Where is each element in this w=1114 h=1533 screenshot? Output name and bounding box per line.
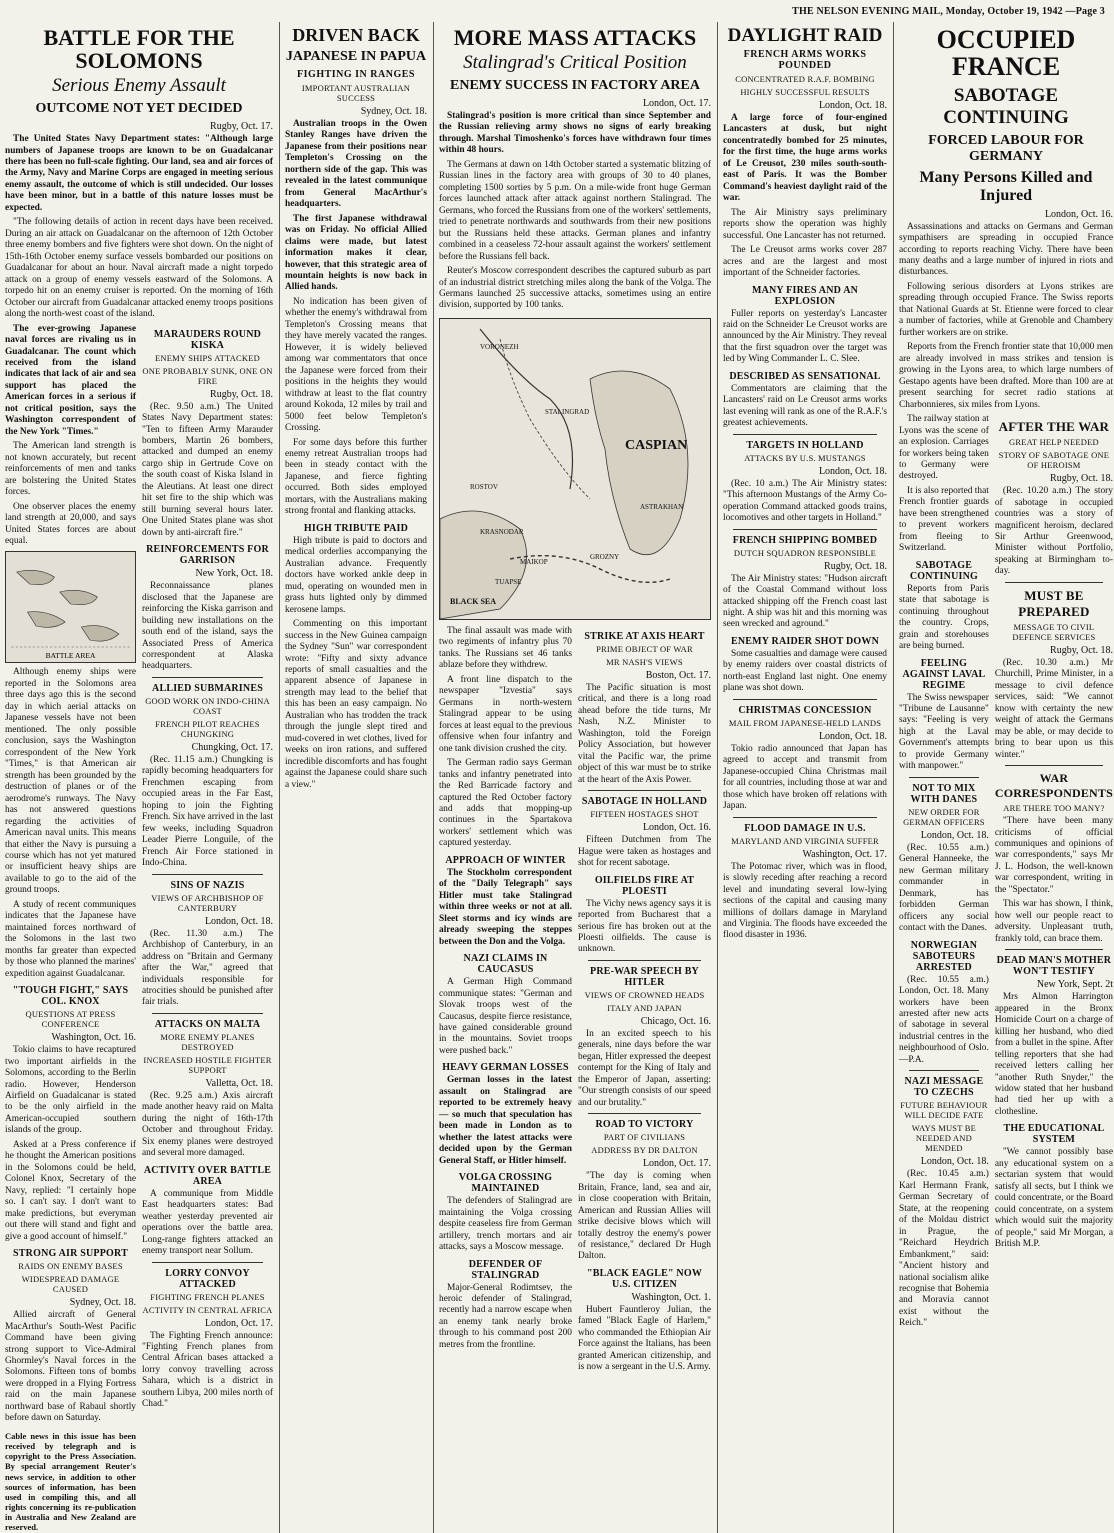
targets-dateline: London, Oct. 18. [818,465,887,477]
para-papua-1: Australian troops in the Owen Stanley Ranges have driven the Japanese from their positions near Templeton's Crossing on the northern side of the gap. This was revealed in the latest communique from General MacArthur's headquarters. [285,118,427,210]
strike-deck2: MR NASH'S VIEWS [606,656,683,667]
column-stalingrad [433,22,711,1533]
prewar-para-1: In an excited speech to his generals, nine days before the war began, Hitler expressed the deepest contempt for the King of Italy and the Emperor of Japan, asserting: "Our strength consists of our speed and our brutality." [578,1028,711,1108]
para-france-4: The railway station at Lyons was the scene of an explosion. Carriages for workers being taken to Germany were destroyed. [899,414,989,482]
knox-dateline: Washington, Oct. 16. [51,1032,136,1044]
prepared-deck: MESSAGE TO CIVIL DEFENCE SERVICES [1012,621,1096,642]
strike-head: STRIKE AT AXIS HEART [584,630,705,642]
dateline-stalingrad: London, Oct. 17. [642,97,711,109]
para-stalingrad-6: The German radio says German tanks and infantry penetrated into the Red Barricade factory and captured the Red October factory and adds that mopping-up continues in the Spartakova workers' settlement which was captured yesterday. [439,758,572,849]
nazisins-head: SINS OF NAZIS [170,879,245,891]
raider-head: ENEMY RAIDER SHOT DOWN [730,635,880,647]
subhead-stalingrad: Stalingrad's Critical Position [463,52,687,74]
para-stalingrad-3: Reuter's Moscow correspondent describes the captured suburb as part of an industrial district stretching miles along the bank of the Volga. The Germans launched 25 successive attacks, sometimes using an entire division, supported by 100 tanks. [439,266,711,311]
reinf-para-1: Reconnaissance planes disclosed that the Japanese are reinforcing the Kiska garrison and building new installations on the south end of the island, says the Associated Press of America correspondent at Alaska headquarters. [142,581,273,672]
dateline-france: London, Oct. 16. [1044,208,1113,220]
strike-deck: PRIME OBJECT OF WAR [596,643,693,654]
czech-head: NAZI MESSAGE TO CZECHS [904,1076,984,1099]
deadman-head: DEAD MAN'S MOTHER WON'T TESTIFY [996,955,1112,978]
para-stalingrad-11: Major-General Rodimtsev, the heroic defender of Stalingrad, recently had a narrow escape when an enemy tank nearly broke through to his command post 200 metres from the frontline. [439,1282,572,1350]
shipping-deck: DUTCH SQUADRON RESPONSIBLE [733,547,877,558]
headline-daylight: DAYLIGHT RAID [727,25,883,46]
shipping-para-1: The Air Ministry states: "Hudson aircraft of the Coastal Command without loss attacked shipping off the French coast last night. A ship was hit and this morning was seen wrecked and aground." [723,573,887,630]
map-caspian-label: CASPIAN [625,437,688,453]
strong-head: STRONG AIR SUPPORT [13,1248,128,1260]
para-solomons-4: One observer places the enemy land strength at 20,000, and says United States forces are about equal. [5,501,136,547]
nazisins-para-1: (Rec. 11.30 a.m.) The Archbishop of Canterbury, in an address on "Britain and Germany after the War," agreed that individuals responsible for atrocities should be punished after fair trials. [142,928,273,1008]
reinf-dateline: New York, Oct. 18. [195,568,273,580]
malta-deck: MORE ENEMY PLANES DESTROYED [160,1031,255,1052]
para-france-7: The Swiss newspaper "Tribune de Lausanne" says: "Feeling is very high at the Laval Government's attempts to provide Germany with manpower." [899,692,989,772]
para-daylight-5: Commentators are claiming that the Lancasters' raid on Le Creusot arms works last evening will rank as one of the R.A.F.'s greatest achievements. [723,383,887,429]
deck2-papua: IMPORTANT AUSTRALIAN SUCCESS [301,82,411,103]
nomix-para-1: (Rec. 10.55 a.m.) General Hanneeke, the new German military commander in Denmark, has forbidden German officers any social contact with the Danes. [899,842,989,934]
afterwar-para-1: (Rec. 10.20 a.m.) The story of sabotage in occupied countries was a story of magnificent heroism, declared Sir Arthur Greenwood, Minister without Portfolio, speaking at Birmingham to-day. [994,486,1113,577]
subhead-france: SABOTAGE CONTINUING [943,84,1069,128]
christmas-dateline: London, Oct. 18. [818,730,887,742]
lead-solomons: The United States Navy Department states: "Although large numbers of Japanese troops are known to be on Guadalcanar there has been no full-scale fighting. Our land, sea and air forces of the Army, Navy and Marine Corps are engaged in meeting serious enemy assault, the outcome of which is still undecided. Our losses have been minor, but in a battle of this nature losses must be expected. [5,134,273,213]
deck2-daylight: CONCENTRATED R.A.F. BOMBING [735,73,875,84]
map-place-3: KRASNODAR [480,527,524,536]
road-head: ROAD TO VICTORY [595,1119,694,1131]
subs-dateline: Chungking, Oct. 17. [191,741,273,753]
kiska-para-1: (Rec. 9.50 a.m.) The United States Navy Department states: "Ten to fifteen Army Marauder bombers, Martin 26 bombers, attacked and dumped an enemy cargo ship in Gertrude Cove on the south coast of Kiska Island in the Aleutians. At least one direct hit set fire to the ship which was still burning several hours later. One United States plane was shot down by anti-aircraft fire." [142,401,273,538]
sabotage-head: SABOTAGE IN HOLLAND [581,796,708,808]
para-france-3: Reports from the French frontier state that 10,000 men are already involved in mass strikes and tension is growing in the Lyons area, to which large numbers of Gestapo agents have been drafted. More than 100 are at present searching for secret radio stations at Charbonnieres, six miles from Lyons. [899,342,1113,410]
yank-head: "BLACK EAGLE" NOW U.S. CITIZEN [586,1267,703,1290]
prepared-head: MUST BE PREPARED [1018,587,1090,619]
fires-head: MANY FIRES AND AN EXPLOSION [751,284,859,307]
warcorr-para-1: "There have been many criticisms of official communiques and opinions of war correspondents," says Mr J. L. Hodson, the well-known war correspondent, writing in the "Spectator." [994,816,1113,895]
nomix-dateline: London, Oct. 18. [920,829,989,841]
afterwar-head: AFTER THE WAR [998,419,1110,435]
para-solomons-3: The American land strength is not known accurately, but recent reinforcements of men and tanks are bolstering the United States forces. [5,441,136,498]
nomix-deck: NEW ORDER FOR GERMAN OFFICERS [903,806,985,827]
para-solomons-6: A study of recent communiques indicates that the Japanese have maintained forces northward of the Solomons in the last two months far greater than expected by those who planned the marines' expedition against Guadalcanar. [5,899,136,979]
para-stalingrad-7: The Stockholm correspondent of the "Daily Telegraph" says Hitler must take Stalingrad within three weeks or not at all. Sleet storms and icy winds are already sweeping the steppes between the Don and the Volga. [439,867,572,947]
deck-france: FORCED LABOUR FOR GERMANY [928,132,1084,164]
para-france-5: It is also reported that French frontier guards have been strengthened to prevent workers from fleeing to Switzerland. [899,485,989,554]
czech-deck: FUTURE BEHAVIOUR WILL DECIDE FATE [900,1100,988,1121]
sabotage-deck: FIFTEEN HOSTAGES SHOT [590,809,699,820]
sabotage-para-2: The Vichy news agency says it is reported from Bucharest that a serious fire has broken out at the Ploesti oilfields. The cause is unknown. [578,898,711,955]
battlearea-head: ACTIVITY OVER BATTLE AREA [143,1164,272,1187]
column-france [893,22,1113,1533]
warcorr-para-2: This war has shown, I think, how well our people react to adversity. Unpleasant truth, frankly told, can brace them. [994,899,1113,944]
battlearea-para-1: A communique from Middle East headquarters states: Bad weather yesterday prevented air operations over the battle area. Long-range fighters attacked an enemy transport near Sollum. [142,1188,273,1257]
road-para-1: "The day is coming when Britain, France, land, sea and air, in close cooperation with Britain, American and Russian Allies will strike decisive blows which will totally destroy the enemy's power of resistance," declared Dr Hugh Dalton. [578,1171,711,1262]
para-france-6: Reports from Paris state that sabotage is continuing throughout the country. Crops, grain and storehouses are being burned. [899,583,989,652]
strong-para-1: Allied aircraft of General MacArthur's South-West Pacific Command have been giving strong support to Vice-Admiral Ghormley's Naval forces in the Solomons. Fifteen tons of bombs were dropped in a Flying Fortress raid on the main Japanese northward base of Rabaul shortly before dawn on Saturday. [5,1310,136,1424]
lorry-deck2: ACTIVITY IN CENTRAL AFRICA [142,1304,273,1315]
para-daylight-4: Fuller reports on yesterday's Lancaster raid on the Schneider Le Creusot works are announced by the Air Ministry. They reveal that the first squadron over the target was led by Wing Commander L. C. Slee. [723,308,887,365]
prewar-deck: VIEWS OF CROWNED HEADS [584,989,705,1000]
defender-head: DEFENDER OF STALINGRAD [468,1258,543,1281]
subhead-papua: JAPANESE IN PAPUA [285,48,427,64]
map-place-1: STALINGRAD [545,407,590,416]
deadman-para-1: Mrs Almon Harrington appeared in the Bronx Homicide Court on a charge of killing her husband, who died from a bullet in the spine. After telling reporters that she had received letters calling her "another Ruth Snyder," the widow stated that her husband had tied her up with a clothesline. [994,992,1113,1117]
knox-deck: QUESTIONS AT PRESS CONFERENCE [25,1009,116,1030]
warcorr-head: WAR CORRESPONDENTS [994,771,1113,801]
shipping-dateline: Rugby, Oct. 18. [824,560,887,572]
knox-para-2: Asked at a Press conference if he thought the American positions in the Solomons could be held, Colonel Knox, Secretary of the Navy, replied: "I certainly hope so. I can't say. I don't want to make predictions, but everyman out there will stand and fight and give a good account of himself." [5,1139,136,1242]
road-dateline: London, Oct. 17. [642,1158,711,1170]
subs-deck2: FRENCH PILOT REACHES CHUNGKING [155,718,260,739]
prewar-dateline: Chicago, Oct. 16. [640,1015,711,1027]
caucasus-head: NAZI CLAIMS IN CAUCASUS [463,953,548,976]
lorry-deck: FIGHTING FRENCH PLANES [150,1291,265,1302]
sabotage-france-head: SABOTAGE CONTINUING [909,559,978,582]
para-daylight-3: The Le Creusot arms works cover 287 acres and are the largest and most important of the Schneider factories. [723,245,887,279]
nazisins-dateline: London, Oct. 18. [204,915,273,927]
tribute-head: HIGH TRIBUTE PAID [303,522,409,534]
targets-head: TARGETS IN HOLLAND [746,439,864,451]
shipping-para-2: Some casualties and damage were caused by enemy raiders over coastal districts of north-east England last night. One enemy plane was shot down. [723,648,887,694]
headline-stalingrad: MORE MASS ATTACKS [453,25,697,50]
ploesti-head: OILFIELDS FIRE AT PLOESTI [594,874,695,897]
afterwar-deck: GREAT HELP NEEDED [1009,437,1099,448]
flood-head: FLOOD DAMAGE IN U.S. [744,822,866,834]
solomons-split [5,324,273,1533]
deck-stalingrad: ENEMY SUCCESS IN FACTORY AREA [450,77,700,93]
strong-deck2: WIDESPREAD DAMAGE CAUSED [21,1274,120,1295]
sensational-head: DESCRIBED AS SENSATIONAL [729,370,881,382]
france-split [899,414,1113,1333]
knox-head: "TOUGH FIGHT," SAYS COL. KNOX [12,985,129,1008]
lorry-head: LORRY CONVOY ATTACKED [165,1267,250,1290]
dateline-solomons: Rugby, Oct. 17. [210,121,273,133]
dateline-papua: Sydney, Oct. 18. [360,105,427,117]
para-stalingrad-9: German losses in the latest assault on Stalingrad are reported to be extremely heavy — so much that speculation has been made in London as to whether the latest attacks were decided upon by the German General Staff, or Hitler himself. [439,1075,572,1166]
para-papua-2: The first Japanese withdrawal was on Friday. No official Allied claims were made, but latest information makes it clear, however, that this strategic area of mountain heights is now back in Allied hands. [285,213,427,293]
para-papua-3: No indication has been given of whether the enemy's withdrawal from Templeton's Crossing means that they have merely vacated the ranges. However, it is widely believed among war commentators that once the Japanese were forced from their positions in the heights they would withdraw at least to the flat country around Kokoda, 12 miles by trail and 5000 feet below Templeton's Crossing. [285,296,427,434]
lorry-dateline: London, Oct. 17. [204,1317,273,1329]
map-place-6: GROZNY [590,552,620,561]
para-papua-6: Commenting on this important success in the New Guinea campaign the Sydney "Sun" war correspondent wrote: "Fifty and sixty advance reports of small casualties and the apparent absence of Japanese in strength may lead to the belief that this has been an easy campaign. No Australian who has trodden the track through the jungle slept tired and mud-covered in wet clothes, lived for weeks on iron rations, and suffered incredible discomforts and has fought against the Japanese could share such a view." [285,619,427,790]
education-head: THE EDUCATIONAL SYSTEM [1003,1123,1105,1146]
afterwar-dateline: Rugby, Oct. 18. [1050,473,1113,485]
prewar-head: PRE-WAR SPEECH BY HITLER [590,965,699,988]
strike-para-1: The Pacific situation is most critical, and there is a long road ahead before the tide turns, Mr Nash, N.Z. Minister to Washington, told the Foreign Policy Association, but however vital the Pacific war, the prime object of this war must be to strike at the heart of the Axis Power. [578,682,711,785]
kiska-deck2: ONE PROBABLY SUNK, ONE ON FIRE [142,365,273,386]
deadman-para-2: "We cannot possibly base any educational system on a sectarian system that would satisfy all sects, but I think we could concentrate, or the Board could concentrate, on a system which would suit the majority of people," said Mr Morgan, a British M.P. [994,1147,1113,1250]
map-place-8: BLACK SEA [450,596,497,606]
malta-para-1: (Rec. 9.25 a.m.) Axis aircraft made another heavy raid on Malta during the night of 16th-17th October and throughout Friday. Six enemy planes were destroyed and several more damaged. [142,1090,273,1159]
winter-head: APPROACH OF WINTER [445,854,566,866]
targets-deck: ATTACKS BY U.S. MUSTANGS [744,452,866,463]
para-papua-4: For some days before this further enemy retreat Australian troops had been in steady contact with the Japanese, and fierce fighting occurred. Both sides employed mortars, with the Australians making strong frontal and flanking attacks. [285,437,427,517]
prepared-para-1: (Rec. 10.30 a.m.) Mr Churchill, Prime Minister, in a message to civil defence services, said: "We cannot know with certainty the new weight of attack the Germans may be able, or may decide to bring to bear upon us this winter." [994,657,1113,760]
malta-head: ATTACKS ON MALTA [154,1018,261,1030]
para-papua-5: High tribute is paid to doctors and medical orderlies accompanying the Australian advance. Frequently doctors have worked ankle deep in mud, operating on wounded men in grass huts lighted only by dimmed kerosene lamps. [285,535,427,615]
deck-papua: FIGHTING IN RANGES [297,68,415,80]
flood-deck: MARYLAND AND VIRGINIA SUFFER [731,835,879,846]
czech-para-1: (Rec. 10.45 a.m.) Karl Hermann Frank, German Secretary of State, at the reopening of the Moldau district in Prague, the "Reichard Heydrich Embankment," said: "Ancient history and national socialism alike recognise that Bohemia and Moravia cannot exist without the Reich." [899,1169,989,1329]
para-stalingrad-1: Stalingrad's position is more critical than since September and the Russian relieving army shows no signs of early breaking through. Marshal Timoshenko's forces have withdrawn four times within 48 hours. [439,110,711,156]
christmas-para-1: Tokio radio announced that Japan has agreed to accept and transmit from Japanese-occupied China Christmas mail for all countries, including those at war and those which have broken off relations with Japan. [723,743,887,812]
nomix-para-2: (Rec. 10.55 a.m.) London, Oct. 18. Many workers have been arrested after new acts of sabotage in several industrial centres in the neighbourhood of Oslo.—P.A. [899,974,989,1065]
laval-head: FEELING AGAINST LAVAL REGIME [902,657,986,691]
malta-dateline: Valletta, Oct. 18. [205,1077,273,1089]
newspaper-page [5,6,1113,1533]
para-solomons-1: "The following details of action in recent days have been received. During an air attack on Guadalcanar on the afternoon of 12th October three enemy bombers and five fighters were shot down. On the night of 15th-16th October enemy surface vessels bombarded our positions on Guadalcanar for about an hour. Naval aircraft made a night torpedo attack on a group of enemy vessels eastward of the Solomons. A torpedo hit on an enemy cruiser is reported. On the morning of 16th October our aircraft from Guadalcanar attacked enemy troops positions along the north-west coast of the island. [5,217,273,320]
para-stalingrad-2: The Germans at dawn on 14th October started a systematic blitzing of Russian lines in the factory area with groups of 30 to 40 planes, completing 1500 sorties by 5 p.m. On a mile-wide front huge German forces launched attack after attack against northern Stalingrad. The Germans, who forced the Russians from one of the workers' settlements, tried to penetrate northwards and southwards from their new positions but the Russians held these attacks. German planes and infantry combined in a ceaseless 72-hour assault against the workers' settlement before the Russians fell back. [439,159,711,262]
para-stalingrad-5: A front line dispatch to the newspaper "Izvestia" says Germans in north-western Stalingrad appear to be using forces at least equal to the previous offensive when four infantry and one tank division crushed the city. [439,674,572,754]
dateline-daylight: London, Oct. 18. [818,99,887,111]
map-place-0: VORONEZH [480,342,519,351]
deadman-dateline: New York, Sept. 2t [1036,979,1113,991]
kiska-head: MARAUDERS ROUND KISKA [153,328,262,351]
afterwar-deck2: STORY OF SABOTAGE ONE OF HEROISM [998,450,1110,471]
caucasus-map [439,318,711,620]
running-head: THE NELSON EVENING MAIL, Monday, October 19, 1942 —Page 3 [792,6,1105,17]
nomix-head: NOT TO MIX WITH DANES [910,782,978,805]
column-solomons [5,22,273,1533]
malta-deck2: INCREASED HOSTILE FIGHTER SUPPORT [143,1054,272,1075]
yank-dateline: Washington, Oct. 1. [631,1291,711,1303]
losses-head: HEAVY GERMAN LOSSES [442,1062,569,1074]
para-daylight-1: A large force of four-engined Lancasters at dusk, but night concentratedly bombed for 25 minutes, for the first time, the huge arms works of Le Creusot, 230 miles south-south-east of Paris. It was the Bomber Command's heaviest daylight raid of the war. [723,112,887,204]
map-place-4: ASTRAKHAN [640,502,684,511]
flood-dateline: Washington, Oct. 17. [802,848,887,860]
prewar-deck2: ITALY AND JAPAN [607,1002,682,1013]
deck-solomons: OUTCOME NOT YET DECIDED [35,101,243,117]
deck2-france: Many Persons Killed and Injured [919,168,1093,204]
volga-head: VOLGA CROSSING MAINTAINED [458,1172,553,1195]
kiska-deck: ENEMY SHIPS ATTACKED [154,352,260,363]
shipping-head: FRENCH SHIPPING BOMBED [732,534,878,546]
deck3-daylight: HIGHLY SUCCESSFUL RESULTS [740,86,870,97]
sabotage-dateline: London, Oct. 16. [642,822,711,834]
para-stalingrad-8: A German High Command communique states: "German and Slovak troops west of the Caucasus, despite fierce resistance, have gained considerable ground in the mountains. Soviet troops were pushed back." [439,977,572,1056]
headline-papua: DRIVEN BACK [292,25,420,45]
deck-daylight: FRENCH ARMS WORKS POUNDED [743,48,867,71]
czech-dateline: London, Oct. 18. [920,1156,989,1168]
map-place-5: MAIKOP [520,557,548,566]
nazisins-deck: VIEWS OF ARCHBISHOP OF CANTERBURY [151,892,264,913]
czech-deck2: WAYS MUST BE NEEDED AND MENDED [911,1123,977,1154]
knox-para-1: Tokio claims to have recaptured two important airfields in the Solomons, according to the Berlin radio. However, Henderson Airfield on Guadalcanar is stated to be the only airfield in the American-occupied southern islands of the group. [5,1045,136,1136]
norway-head: NORWEGIAN SABOTEURS ARRESTED [910,939,978,973]
para-daylight-2: The Air Ministry says preliminary reports show the operation was highly successful. One Lancaster has not returned. [723,207,887,241]
para-france-1: Assassinations and attacks on Germans and German sympathisers are spreading in occupied France according to reports reaching Vichy. There have been many deaths and a large number of injured in riots and disturbances. [899,221,1113,278]
cable-note: Cable news in this issue has been received by telegraph and is copyright to the Press Association. By special arrangement Reuter's news service, in addition to other sources of information, has been used in compiling this, and all rights concerning its re-publication in Australia and New Zealand are reserved. [5,1430,136,1533]
reinf-head: REINFORCEMENTS FOR GARRISON [146,544,269,567]
road-deck: PART OF CIVILIANS [603,1132,686,1143]
subs-deck: GOOD WORK ON INDO-CHINA COAST [145,695,270,716]
targets-para-1: (Rec. 10 a.m.) The Air Ministry states: "This afternoon Mustangs of the Army Co-operation Command attacked goods trains, locomotives and other targets in Holland." [723,478,887,524]
strong-deck: RAIDS ON ENEMY BASES [18,1261,123,1272]
christmas-deck: MAIL FROM JAPANESE-HELD LANDS [728,717,882,728]
subs-head: ALLIED SUBMARINES [152,682,263,694]
para-stalingrad-4: The final assault was made with two regiments of infantry plus 70 tanks. The Russians set 46 tanks ablaze before they withdrew. [439,625,572,671]
column-daylight [717,22,887,1533]
subhead-solomons: Serious Enemy Assault [52,75,226,97]
para-solomons-5: Although enemy ships were reported in the Solomons area three days ago this is the second day in which aerial attacks on Japanese vessels have not been mentioned. The only possible conclusion, says the Washington correspondent of the New York "Times," is that American air strength has been grounded by the destruction of planes or of the aerodrome's runways. The Navy has not answered questions regarding the activities of American naval units. This means that either the Navy is pursuing a course which has not yet matured or insufficient heavy ships are available to go to the aid of the ground troops. [5,667,136,896]
road-deck2: ADDRESS BY DR DALTON [591,1145,698,1156]
column-papua [279,22,427,1533]
solomons-map-caption: BATTLE AREA [45,652,96,661]
christmas-head: CHRISTMAS CONCESSION [738,704,872,716]
subs-para-1: (Rec. 11.15 a.m.) Chungking is rapidly becoming headquarters for Frenchmen escaping from occupied areas in the Far East, hoping to join the Fighting French. Six have arrived in the last few weeks, including Squadron Leader Pierre Longuile, of the French Air Force stationed in Indo-China. [142,754,273,869]
para-solomons-2: The ever-growing Japanese naval forces are rivaling us in Guadalcanar. The count which received from the island indicates that lack of air and sea support has placed the American forces in a serious if not critical position, says the Washington correspondent of the New York "Times." [5,323,136,437]
kiska-dateline: Rugby, Oct. 18. [210,388,273,400]
map-place-7: TUAPSE [495,577,522,586]
headline-france: OCCUPIED FRANCE [936,25,1076,82]
map-place-2: ROSTOV [470,482,498,491]
prepared-dateline: Rugby, Oct. 18. [1050,644,1113,656]
warcorr-deck: ARE THERE TOO MANY? [1003,803,1105,814]
headline-solomons: BATTLE FOR THE SOLOMONS [43,25,235,74]
lorry-para-1: The Fighting French announce: "Fighting French planes from Central African bases attacked a lorry convoy travelling across Sahara, which is a district in southern Libya, 200 miles north of Chad." [142,1330,273,1410]
para-france-2: Following serious disorders at Lyons strikes are spreading through occupied France. The Swiss reports that National Guards at St. Etienne were forced to clear a number of factories, while at Grenoble and Chambery further workers are on strike. [899,281,1113,338]
solomons-map [5,551,136,663]
yank-para-1: Hubert Fauntleroy Julian, the famed "Black Eagle of Harlem," who commanded the Ethiopian Air Force against the Italians, has been granted American citizenship, and is now a sergeant in the U.S. Army. [578,1304,711,1373]
para-stalingrad-10: The defenders of Stalingrad are maintaining the Volga crossing despite ceaseless fire from German artillery, trench mortars and air attacks, says a Moscow message. [439,1196,572,1253]
strike-dateline: Boston, Oct. 17. [645,669,711,681]
stalingrad-split [439,626,711,1377]
strong-dateline: Sydney, Oct. 18. [69,1297,136,1309]
flood-para-1: The Potomac river, which was in flood, is slowly receding after reaching a record level and inundating several low-lying sections of the capital and causing many millions of dollars damage in Maryland and Virginia. The floods have exceeded the flood disaster in 1936. [723,861,887,941]
sabotage-para-1: Fifteen Dutchmen from The Hague were taken as hostages and shot for recent sabotage. [578,835,711,869]
